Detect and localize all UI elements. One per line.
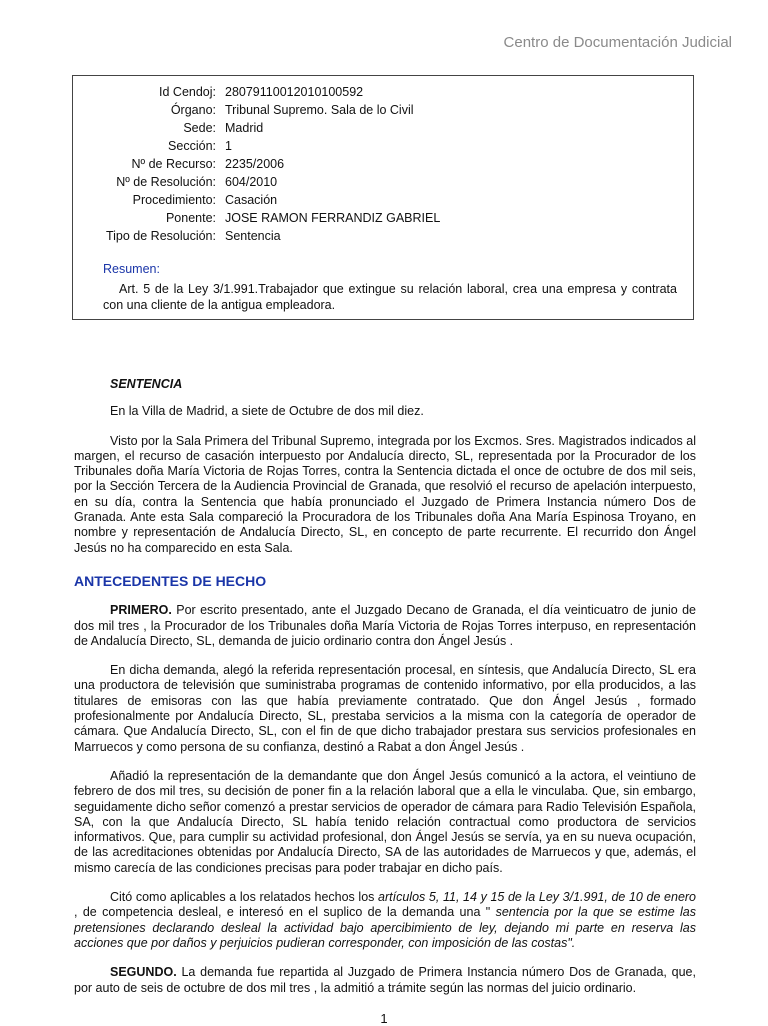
meta-label: Nº de Recurso: (131, 157, 216, 171)
meta-label: Nº de Resolución: (116, 175, 216, 189)
primero-text: Por escrito presentado, ante el Juzgado Decano de Granada, el día veinticuatro de junio de dos mil tres , la Procurador de los Tribunales doña María Victoria de Rojas Torres interpuso, en representación de Andalucía Directo, SL, demanda de juicio ordinario contra don Ángel Jesús . (74, 603, 696, 648)
section-title-antecedentes: ANTECEDENTES DE HECHO (74, 572, 267, 589)
case-info-box (72, 75, 694, 320)
resumen-label: Resumen: (103, 262, 160, 276)
meta-value: 28079110012010100592 (225, 85, 364, 99)
meta-label: Sede: (183, 121, 216, 135)
paragraph-anadio: Añadió la representación de la demandante que don Ángel Jesús comunicó a la actora, el veintiuno de febrero de dos mil tres, su decisión de poner fin a la relación laboral que a ella le vinculaba. Que, sin embargo, seguidamente dicho señor comenzó a prestar servicios de operador de cámara para Radio Televisión Española, SA, con la que Andalucía Directo, SL había tenido relación contractual como productora de servicios informativos. Que, para cumplir su actividad profesional, don Ángel Jesús se servía, ya en su nueva ocupación, de las acreditaciones obtenidas por Andalucía Directo, SA de las autoridades de Marruecos y que, además, el mismo carecía de las condiciones precisas para poder trabajar en dicho país. (74, 768, 696, 875)
segundo-text: La demanda fue repartida al Juzgado de Primera Instancia número Dos de Granada, que, por auto de seis de octubre de dos mil tres , la admitió a trámite según las normas del juicio ordinario. (74, 965, 696, 995)
meta-value: Madrid (225, 121, 264, 135)
meta-label: Id Cendoj: (159, 85, 216, 99)
meta-value: Tribunal Supremo. Sala de lo Civil (225, 103, 414, 117)
meta-row-procedimiento (73, 191, 693, 209)
paragraph-demanda: En dicha demanda, alegó la referida representación procesal, en síntesis, que Andalucía Directo, SL era una productora de televisión que suministraba programas de contenido informativo, por ella producidos, a las titulares de emisoras con las que había previamente contratado. Que don Ángel Jesús , formado profesionalmente por Andalucía Directo, SL, prestaba servicios a la misma con la categoría de operador de cámara. Que Andalucía Directo, SL, con el fin de que dicho trabajador prestara sus servicios profesionales en Marruecos y como persona de su confianza, destinó a Rabat a don Ángel Jesús . (74, 663, 696, 754)
meta-row-id-cendoj (73, 83, 693, 101)
meta-label: Ponente: (165, 211, 216, 225)
meta-label: Tipo de Resolución: (105, 229, 216, 243)
paragraph-segundo (74, 965, 696, 996)
meta-row-tipo-resolucion (73, 227, 693, 245)
meta-label: Procedimiento: (132, 193, 216, 207)
meta-value: 604/2010 (225, 175, 278, 189)
cito-quote: sentencia por la que se estime las pretensiones declarando desleal la actividad bajo apercibimiento de ley, dejando mi parte en reserva las acciones que por daños y perjuicios pudieran corresponder, con imposición de las costas". (74, 905, 696, 950)
paragraph-place-date: En la Villa de Madrid, a siete de Octubre de dos mil diez. (110, 404, 424, 419)
meta-value: JOSE RAMON FERRANDIZ GABRIEL (225, 211, 441, 225)
header-title: Centro de Documentación Judicial (503, 34, 732, 51)
resumen-text: Art. 5 de la Ley 3/1.991.Trabajador que extingue su relación laboral, crea una empresa y contrata con una cliente de la antigua empleadora. (103, 282, 677, 312)
meta-row-resolucion (73, 173, 693, 191)
meta-value: Sentencia (225, 229, 281, 243)
paragraph-cito (74, 890, 696, 951)
meta-label: Órgano: (170, 103, 216, 117)
document-body (74, 377, 696, 1010)
meta-row-sede (73, 119, 693, 137)
meta-row-ponente (73, 209, 693, 227)
meta-row-recurso (73, 155, 693, 173)
segundo-lead: SEGUNDO. (110, 965, 177, 980)
primero-lead: PRIMERO. (110, 603, 172, 618)
cito-text-c: , de competencia desleal, e interesó en el suplico de la demanda una " (74, 905, 496, 920)
paragraph-visto: Visto por la Sala Primera del Tribunal Supremo, integrada por los Excmos. Sres. Magistrados indicados al margen, el recurso de casación interpuesto por Andalucía directo, SL, representada por la Procurador de los Tribunales doña María Victoria de Rojas Torres, contra la Sentencia dictada el once de octubre de dos mil seis, por la Sección Tercera de la Audiencia Provincial de Granada, que resolvió el recurso de apelación interpuesto, en su día, contra la Sentencia que había pronunciado el Juzgado de Primera Instancia número Dos de Granada. Ante esta Sala compareció la Procuradora de los Tribunales doña Ana María Espinosa Troyano, en nombre y representación de Andalucía Directo, SL, en concepto de parte recurrente. El recurrido don Ángel Jesús no ha comparecido en esta Sala. (74, 433, 696, 555)
cito-law-reference: artículos 5, 11, 14 y 15 de la Ley 3/1.991, de 10 de enero (378, 890, 697, 905)
page-number: 1 (380, 1011, 388, 1026)
cito-text-a: Citó como aplicables a los relatados hechos los (110, 890, 379, 905)
meta-label: Sección: (168, 139, 216, 153)
meta-row-seccion (73, 137, 693, 155)
meta-value: 1 (225, 139, 232, 153)
meta-row-organo (73, 101, 693, 119)
sentencia-heading: SENTENCIA (110, 377, 183, 391)
meta-value: 2235/2006 (225, 157, 285, 171)
paragraph-primero (74, 603, 696, 649)
metadata-list (73, 83, 693, 245)
meta-value: Casación (225, 193, 278, 207)
